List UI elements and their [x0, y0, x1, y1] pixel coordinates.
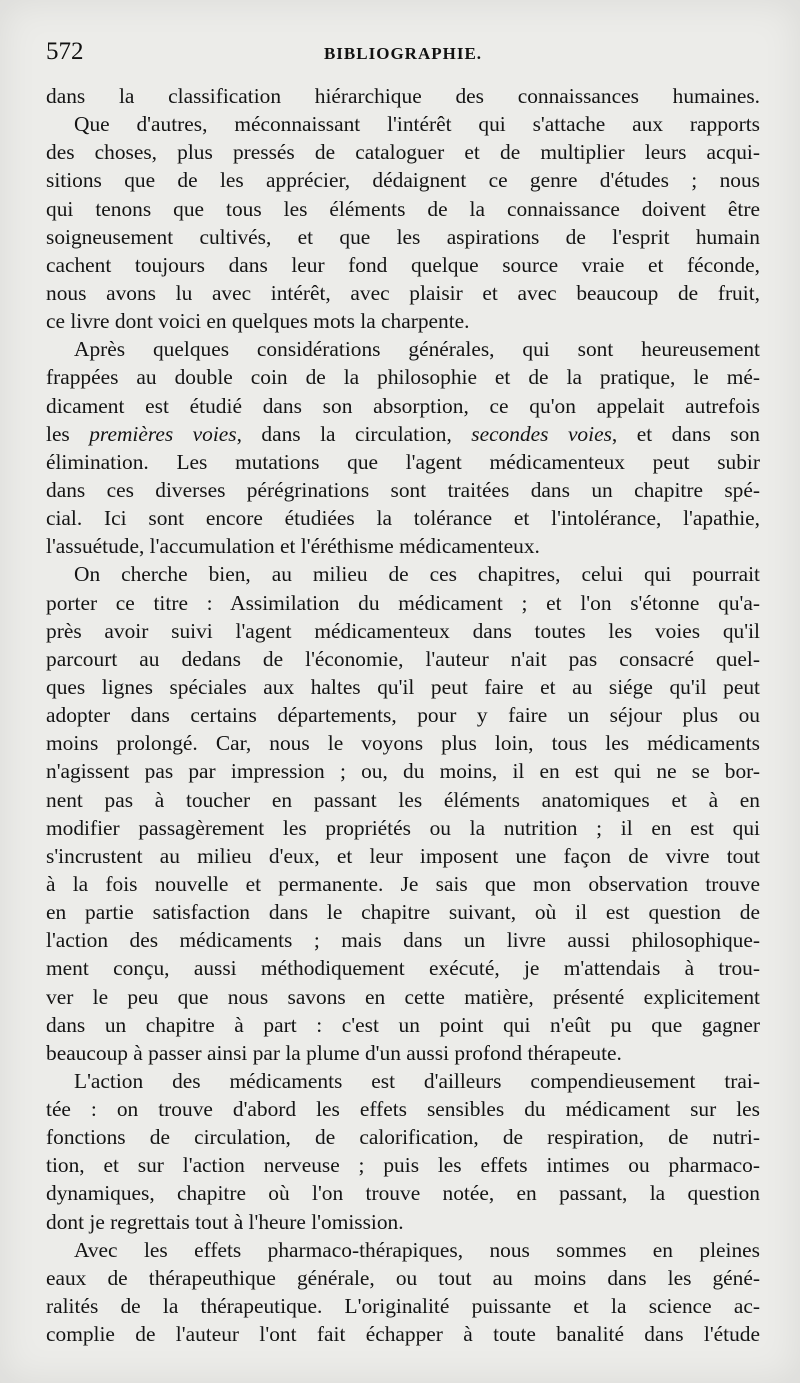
text-line: complie de l'auteur l'ont fait échapper à toute banalité dans l'étude	[46, 1322, 760, 1347]
text-line: ver le peu que nous savons en cette matière, présenté explicitement	[46, 984, 760, 1009]
text-line: s'incrustent au milieu d'eux, et leur imposent une façon de vivre tout	[46, 843, 760, 868]
text-line: Que d'autres, méconnaissant l'intérêt qui s'attache aux rapports	[74, 112, 760, 137]
italic-text: premières voies	[89, 421, 237, 446]
paragraph	[46, 1236, 760, 1349]
text-line: des choses, plus pressés de cataloguer et de multiplier leurs acqui-	[46, 140, 760, 165]
text-line: dans la classification hiérarchique des connaissances humaines.	[46, 84, 760, 108]
text-line: nous avons lu avec intérêt, avec plaisir et avec beaucoup de fruit,	[46, 280, 760, 305]
italic-text: secondes voies	[471, 421, 612, 446]
text-line: tion, et sur l'action nerveuse ; puis les effets intimes ou pharmaco-	[46, 1153, 760, 1178]
text-line: sitions que de les apprécier, dédaignent ce genre d'études ; nous	[46, 168, 760, 193]
text-line: frappées au double coin de la philosophie et de la pratique, le mé-	[46, 365, 760, 390]
text-line: Après quelques considérations générales, qui sont heureusement	[74, 337, 760, 362]
text-line: eaux de thérapeuthique générale, ou tout au moins dans les géné-	[46, 1265, 760, 1290]
text-line: qui tenons que tous les éléments de la connaissance doivent être	[46, 196, 760, 221]
text-line: cachent toujours dans leur fond quelque source vraie et féconde,	[46, 252, 760, 277]
text-line: adopter dans certains départements, pour y faire un séjour plus ou	[46, 703, 760, 728]
text-line: moins prolongé. Car, nous le voyons plus loin, tous les médicaments	[46, 731, 760, 756]
text-line: dans un chapitre à part : c'est un point qui n'eût pu que gagner	[46, 1012, 760, 1037]
paragraph	[46, 560, 760, 1067]
text-line: beaucoup à passer ainsi par la plume d'un aussi profond thérapeute.	[46, 1040, 622, 1065]
text-line: dont je regrettais tout à l'heure l'omission.	[46, 1209, 404, 1234]
text-line: en partie satisfaction dans le chapitre suivant, où il est question de	[46, 900, 760, 925]
paragraph	[46, 110, 760, 335]
text-line: ment conçu, aussi méthodiquement exécuté, je m'attendais à trou-	[46, 956, 760, 981]
text-line: à la fois nouvelle et permanente. Je sais que mon observation trouve	[46, 871, 760, 896]
page-header	[46, 38, 760, 74]
text-line: nent pas à toucher en passant les éléments anatomiques et à en	[46, 787, 760, 812]
page-number: 572	[46, 38, 84, 65]
paragraph	[46, 335, 760, 560]
text-line: les premières voies, dans la circulation, secondes voies, et dans son	[46, 421, 760, 446]
text-line: ques lignes spéciales aux haltes qu'il peut faire et au siége qu'il peut	[46, 674, 760, 699]
text-line: dynamiques, chapitre où l'on trouve notée, en passant, la question	[46, 1181, 760, 1206]
running-head: BIBLIOGRAPHIE.	[323, 44, 483, 63]
text-line: L'action des médicaments est d'ailleurs compendieusement trai-	[74, 1068, 760, 1093]
text-line: tée : on trouve d'abord les effets sensibles du médicament sur les	[46, 1097, 760, 1122]
text-line: fonctions de circulation, de calorification, de respiration, de nutri-	[46, 1125, 760, 1150]
paragraph	[46, 1067, 760, 1236]
text-line: soigneusement cultivés, et que les aspirations de l'esprit humain	[46, 224, 760, 249]
text-line: près avoir suivi l'agent médicamenteux dans toutes les voies qu'il	[46, 618, 760, 643]
text-line: modifier passagèrement les propriétés ou la nutrition ; il en est qui	[46, 815, 760, 840]
text-line: l'assuétude, l'accumulation et l'éréthisme médicamenteux.	[46, 534, 540, 559]
text-line: dans ces diverses pérégrinations sont traitées dans un chapitre spé-	[46, 477, 760, 502]
text-line: dicament est étudié dans son absorption, ce qu'on appelait autrefois	[46, 393, 760, 418]
text-line: Avec les effets pharmaco-thérapiques, nous sommes en pleines	[74, 1237, 760, 1262]
paragraph	[46, 82, 760, 110]
text-line: cial. Ici sont encore étudiées la tolérance et l'intolérance, l'apathie,	[46, 506, 760, 531]
body-text	[46, 82, 760, 1348]
text-line: l'action des médicaments ; mais dans un livre aussi philosophique-	[46, 928, 760, 953]
text-line: élimination. Les mutations que l'agent médicamenteux peut subir	[46, 449, 760, 474]
text-line: n'agissent pas par impression ; ou, du moins, il en est qui ne se bor-	[46, 759, 760, 784]
text-line: porter ce titre : Assimilation du médicament ; et l'on s'étonne qu'a-	[46, 590, 760, 615]
text-line: On cherche bien, au milieu de ces chapitres, celui qui pourrait	[74, 562, 760, 587]
text-line: ce livre dont voici en quelques mots la charpente.	[46, 309, 470, 334]
text-line: ralités de la thérapeutique. L'originalité puissante et la science ac-	[46, 1294, 760, 1319]
text-line: parcourt au dedans de l'économie, l'auteur n'ait pas consacré quel-	[46, 646, 760, 671]
